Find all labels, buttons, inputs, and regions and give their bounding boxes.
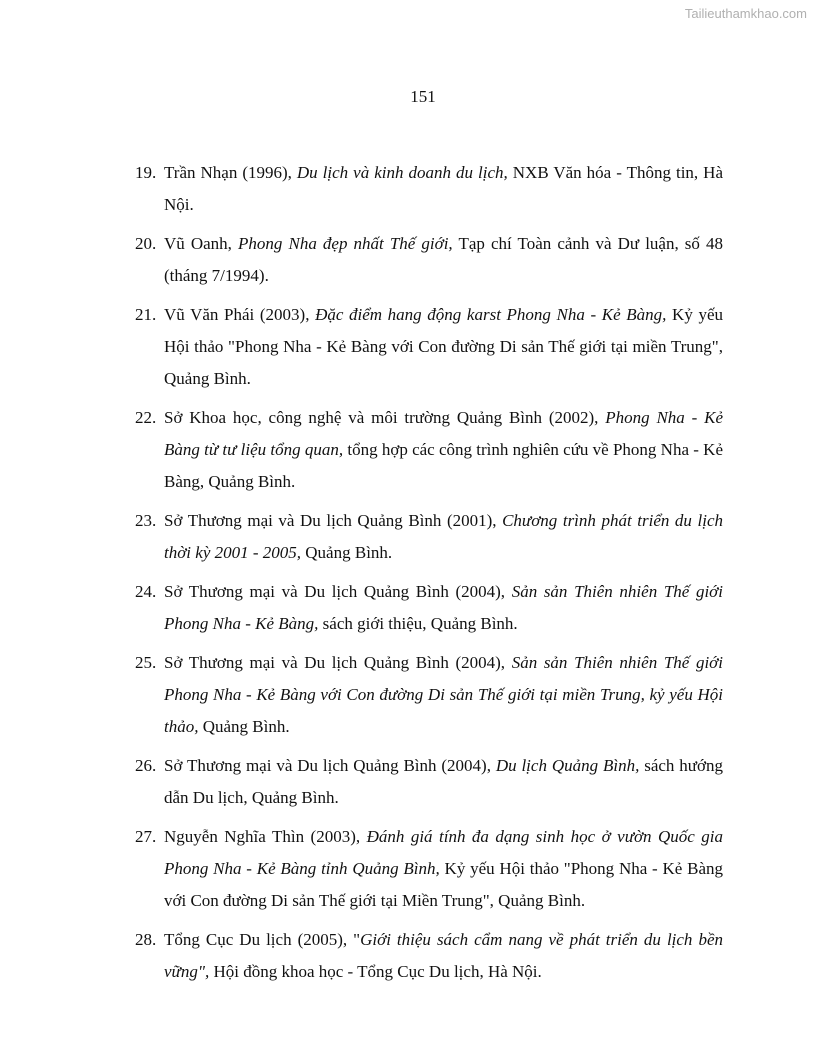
reference-item (135, 821, 723, 917)
reference-item (135, 228, 723, 292)
reference-title: Du lịch và kinh doanh du lịch, (296, 163, 508, 182)
reference-item (135, 647, 723, 743)
page-number: 151 (410, 87, 436, 106)
reference-publisher: Tạp chí Toàn cảnh và Dư luận, số 48 (tháng 7/1994). (164, 234, 723, 285)
reference-publisher: sách giới thiệu, Quảng Bình. (318, 614, 518, 633)
reference-author: Sở Khoa học, công nghệ và môi trường Quảng Bình (2002), (164, 408, 606, 427)
reference-publisher: Quảng Bình. (198, 717, 290, 736)
reference-title: Sản sản Thiên nhiên Thế giới Phong Nha - Kẻ Bàng với Con đường Di sản Thế giới tại miền Trung, kỷ yếu Hội thảo, (164, 653, 723, 736)
reference-author: Vũ Văn Phái (2003), (164, 305, 316, 324)
reference-publisher: Hội đồng khoa học - Tổng Cục Du lịch, Hà Nội. (209, 962, 542, 981)
reference-publisher: Kỷ yếu Hội thảo "Phong Nha - Kẻ Bàng với Con đường Di sản Thế giới tại miền Trung", Quảng Bình. (164, 305, 723, 388)
reference-author: Vũ Oanh, (164, 234, 239, 253)
reference-item (135, 157, 723, 221)
reference-title: Chương trình phát triển du lịch thời kỳ 2001 - 2005, (164, 511, 723, 562)
reference-number: 19. (135, 163, 157, 182)
reference-item (135, 924, 723, 988)
reference-number: 23. (135, 511, 157, 530)
reference-list (135, 157, 723, 995)
reference-title: Đặc điểm hang động karst Phong Nha - Kẻ Bàng, (315, 305, 667, 324)
reference-title: Du lịch Quảng Bình, (495, 756, 640, 775)
reference-title: Giới thiệu sách cẩm nang về phát triển du lịch bền vững", (164, 930, 723, 981)
reference-number: 28. (135, 930, 157, 949)
reference-number: 21. (135, 305, 157, 324)
reference-item (135, 299, 723, 395)
reference-publisher: NXB Văn hóa - Thông tin, Hà Nội. (164, 163, 724, 214)
reference-number: 27. (135, 827, 157, 846)
reference-author: Trần Nhạn (1996), (164, 163, 297, 182)
reference-number: 25. (135, 653, 157, 672)
reference-title: Sản sản Thiên nhiên Thế giới Phong Nha - Kẻ Bàng, (164, 582, 723, 633)
reference-publisher: Quảng Bình. (301, 543, 393, 562)
reference-item (135, 402, 723, 498)
reference-author: Sở Thương mại và Du lịch Quảng Bình (2004), (164, 756, 496, 775)
reference-author: Tổng Cục Du lịch (2005), " (164, 930, 361, 949)
reference-publisher: tổng hợp các công trình nghiên cứu về Phong Nha - Kẻ Bàng, Quảng Bình. (164, 440, 723, 491)
reference-title: Phong Nha đẹp nhất Thế giới, (238, 234, 453, 253)
watermark: Tailieuthamkhao.com (684, 6, 807, 21)
reference-item (135, 576, 723, 640)
reference-number: 26. (135, 756, 157, 775)
reference-number: 22. (135, 408, 157, 427)
reference-author: Nguyễn Nghĩa Thìn (2003), (164, 827, 367, 846)
reference-publisher: sách hướng dẫn Du lịch, Quảng Bình. (164, 756, 723, 807)
reference-title: Đánh giá tính đa dạng sinh học ở vườn Quốc gia Phong Nha - Kẻ Bàng tỉnh Quảng Bình, (164, 827, 723, 878)
reference-title: Phong Nha - Kẻ Bàng từ tư liệu tổng quan, (164, 408, 723, 459)
reference-author: Sở Thương mại và Du lịch Quảng Bình (2001), (164, 511, 503, 530)
reference-item (135, 505, 723, 569)
reference-publisher: Kỷ yếu Hội thảo "Phong Nha - Kẻ Bàng với Con đường Di sản Thế giới tại Miền Trung", Quảng Bình. (164, 859, 723, 910)
reference-author: Sở Thương mại và Du lịch Quảng Bình (2004), (164, 582, 512, 601)
reference-number: 24. (135, 582, 157, 601)
reference-author: Sở Thương mại và Du lịch Quảng Bình (2004), (164, 653, 512, 672)
reference-number: 20. (135, 234, 157, 253)
reference-item (135, 750, 723, 814)
